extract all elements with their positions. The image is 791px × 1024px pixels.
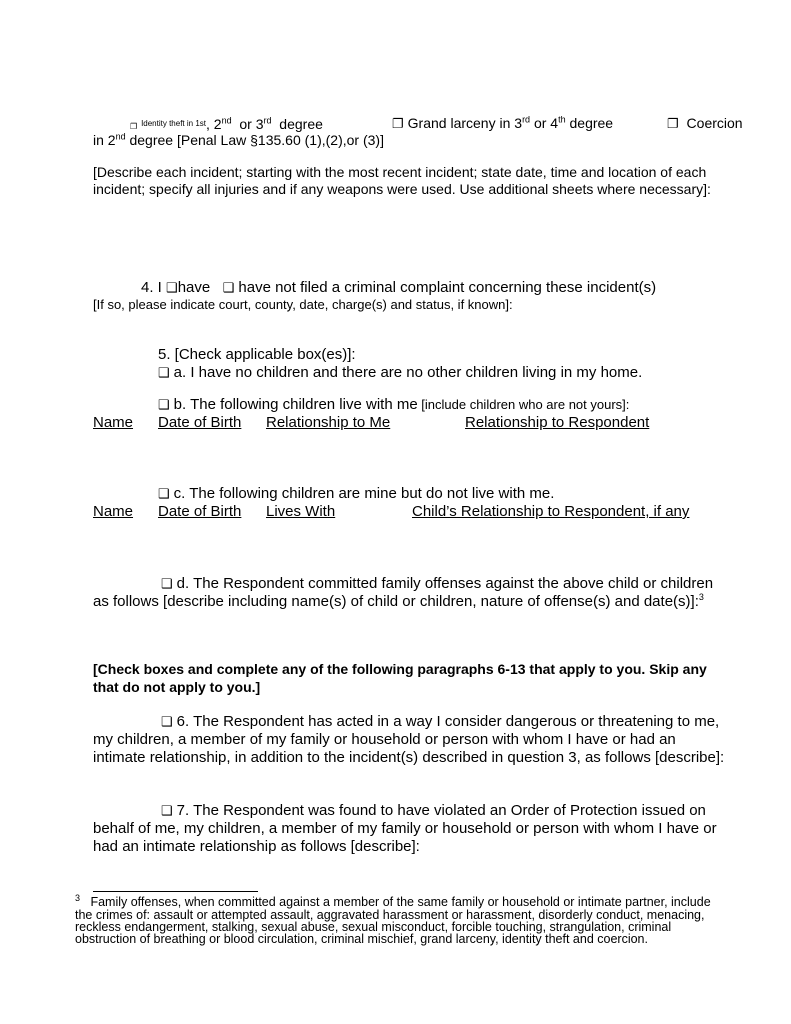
grand-larceny-degree: degree — [565, 115, 614, 131]
checkbox-identity-theft[interactable]: ❐ — [130, 122, 138, 131]
question-4 — [141, 279, 656, 297]
checkbox-grand-larceny[interactable]: ❐ — [392, 116, 404, 131]
identity-theft-degree-2: , 2 — [206, 116, 222, 132]
q5-c-header-lives-with: Lives With — [266, 503, 336, 520]
footnote-ref-3[interactable]: 3 — [698, 592, 704, 602]
q6-line1-text: 6. The Respondent has acted in a way I consider dangerous or threatening to me, — [176, 713, 720, 730]
footnote-number: 3 — [75, 892, 81, 903]
q5-a-label: a. I have no children and there are no other children living in my home. — [173, 364, 643, 381]
coercion-degree-line — [93, 132, 384, 149]
q5-d-line1: d. The Respondent committed family offenses against the above child or children — [176, 575, 714, 592]
identity-theft-degree-3: or 3 — [239, 116, 264, 132]
q5-b — [158, 396, 629, 414]
q6-line3: intimate relationship, in addition to the incident(s) described in question 3, as follows [describe]: — [93, 749, 725, 766]
q7-line3: had an intimate relationship as follows [describe]: — [93, 838, 420, 855]
sup-rd-2: rd — [522, 114, 531, 125]
q5-d-line2 — [93, 593, 704, 611]
identity-theft-degree-word: degree — [279, 116, 323, 132]
sup-nd: nd — [221, 115, 232, 126]
identity-theft-label: Identity theft in 1st — [141, 119, 206, 128]
checkbox-7[interactable]: ❑ — [161, 803, 173, 818]
coercion-degree-a: in 2 — [93, 132, 116, 148]
describe-instructions-1: [Describe each incident; starting with the most recent incident; state date, time and location of each — [93, 164, 707, 180]
q5-c — [158, 485, 554, 503]
footnote-line3: reckless endangerment, stalking, sexual abuse, sexual misconduct, forcible touching, strangulation, criminal — [75, 920, 672, 934]
q5-b-header-dob: Date of Birth — [158, 414, 242, 431]
describe-instructions-2: incident; specify all injuries and if any weapons were used. Use additional sheets where necessary]: — [93, 181, 711, 197]
q4-have-label: have — [177, 279, 211, 296]
checkbox-have-not[interactable]: ❑ — [222, 280, 235, 295]
q7-line2: behalf of me, my children, a member of my family or household or person with whom I have or — [93, 820, 717, 837]
q4-have-not-label: have not filed a criminal complaint concerning these incident(s) — [238, 279, 657, 296]
q5-b-header-rel-resp: Relationship to Respondent — [465, 414, 650, 431]
checkbox-5b[interactable]: ❑ — [158, 397, 170, 412]
q5-title: 5. [Check applicable box(es)]: — [158, 346, 356, 363]
q4-number: 4. I — [141, 279, 162, 296]
coercion-degree-b: degree [Penal Law §135.60 (1),(2),or (3)] — [125, 132, 384, 148]
footnote-line2: the crimes of: assault or attempted assault, aggravated harassment or harassment, disorderly conduct, menacing, — [75, 908, 705, 922]
q5-c-label: c. The following children are mine but do not live with me. — [173, 485, 555, 502]
footnote-line1-text: Family offenses, when committed against a member of the same family or household or intimate partner, include — [90, 895, 711, 909]
q7-line1-text: 7. The Respondent was found to have violated an Order of Protection issued on — [176, 802, 706, 819]
footnote-line4: obstruction of breathing or blood circulation, criminal mischief, grand larceny, identity theft and coercion. — [75, 932, 648, 946]
grand-larceny-or: or 4 — [530, 115, 559, 131]
instructions-line2: that do not apply to you.] — [93, 679, 261, 695]
checkbox-5c[interactable]: ❑ — [158, 486, 170, 501]
q5-b-label: b. The following children live with me — [173, 396, 418, 413]
q6-line2: my children, a member of my family or household or person with whom I have or had an — [93, 731, 676, 748]
q5-c-header-name: Name — [93, 503, 134, 520]
q5-b-header-name: Name — [93, 414, 134, 431]
sup-rd: rd — [263, 115, 272, 126]
q7-line1 — [161, 802, 706, 820]
q5-d — [161, 575, 713, 593]
sup-th: th — [558, 114, 566, 125]
checkbox-5a[interactable]: ❑ — [158, 365, 170, 380]
footnote-separator — [93, 891, 258, 892]
sup-nd-2: nd — [115, 131, 126, 142]
q5-d-line2-text: as follows [describe including name(s) of child or children, nature of offense(s) and date(s)]: — [93, 593, 699, 610]
coercion-option — [667, 115, 743, 132]
grand-larceny-label: Grand larceny in 3 — [407, 115, 523, 131]
checkbox-5d[interactable]: ❑ — [161, 576, 173, 591]
checkbox-6[interactable]: ❑ — [161, 714, 173, 729]
instructions-line1: [Check boxes and complete any of the following paragraphs 6-13 that apply to you. Skip any — [93, 661, 707, 677]
q5-c-header-rel-resp: Child’s Relationship to Respondent, if any — [412, 503, 690, 520]
grand-larceny-option — [392, 115, 613, 132]
checkbox-coercion[interactable]: ❐ — [667, 116, 679, 131]
coercion-label: Coercion — [686, 115, 743, 131]
q5-b-note: [include children who are not yours]: — [417, 397, 630, 412]
footnote-line1 — [75, 892, 711, 909]
q4-note: [If so, please indicate court, county, date, charge(s) and status, if known]: — [93, 297, 513, 312]
q5-b-header-rel-me: Relationship to Me — [266, 414, 391, 431]
q5-c-header-dob: Date of Birth — [158, 503, 242, 520]
q6-line1 — [161, 713, 719, 731]
q5-a — [158, 364, 642, 382]
checkbox-have[interactable]: ❑ — [166, 280, 178, 295]
